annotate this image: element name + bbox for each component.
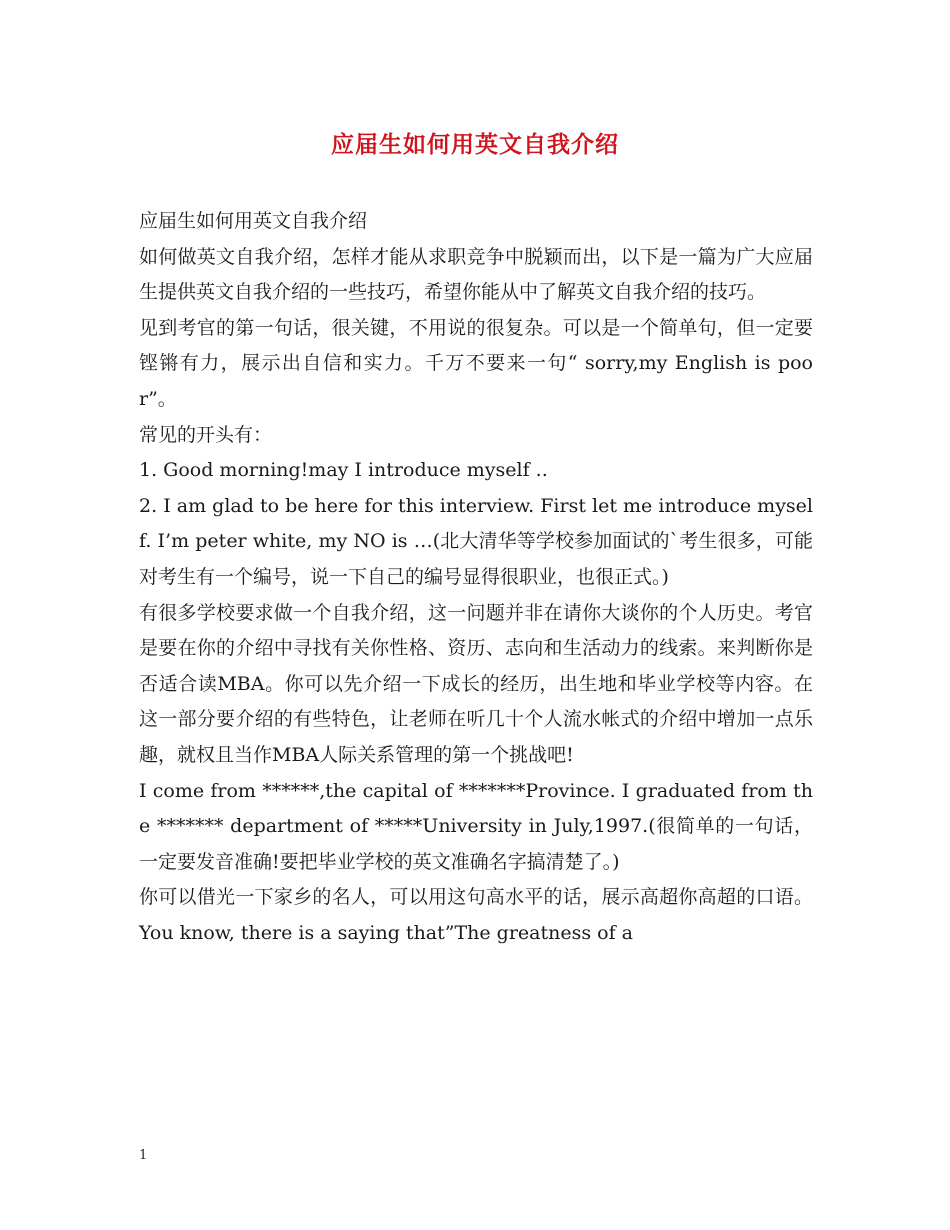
paragraph-example-2: 2. I am glad to be here for this interview. First let me introduce myself. I’m peter white, my NO is …(北大清华等学校参加面试的`考生很多，可能对考生有一个编号，说一下自己的编号显得很职业，也很正式。) [139,494,813,588]
paragraph-heading: 应届生如何用英文自我介绍 [139,210,368,232]
paragraph-first-sentence: 见到考官的第一句话，很关键，不用说的很复杂。可以是一个简单句，但一定要铿锵有力，展示出自信和实力。千万不要来一句“ sorry,my English is poor”。 [139,316,813,410]
paragraph-example-1: 1. Good morning!may I introduce myself .. [139,459,548,482]
paragraph-hometown: 你可以借光一下家乡的名人，可以用这句高水平的话，展示高超你高超的口语。You know, there is a saying that”The greatness of a [139,886,813,944]
page-number: 1 [139,1148,148,1163]
paragraph-common-openings: 常见的开头有： [139,423,273,446]
paragraph-intro: 如何做英文自我介绍，怎样才能从求职竞争中脱颖而出，以下是一篇为广大应届生提供英文自我介绍的一些技巧，希望你能从中了解英文自我介绍的技巧。 [139,245,813,304]
document-title: 应届生如何用英文自我介绍 [331,132,619,158]
document-body [139,204,813,951]
paragraph-english-sample: I come from ******,the capital of *******Province. I graduated from the ******* department of *****University in July,1997.(很简单的一句话，一定要发音准确!要把毕业学校的英文准确名字搞清楚了。) [139,779,813,873]
paragraph-self-intro: 有很多学校要求做一个自我介绍，这一问题并非在请你大谈你的个人历史。考官是要在你的介绍中寻找有关你性格、资历、志向和生活动力的线索。来判断你是否适合读MBA。你可以先介绍一下成长的经历，出生地和毕业学校等内容。在这一部分要介绍的有些特色，让老师在听几十个人流水帐式的介绍中增加一点乐趣，就权且当作MBA人际关系管理的第一个挑战吧! [139,601,813,766]
